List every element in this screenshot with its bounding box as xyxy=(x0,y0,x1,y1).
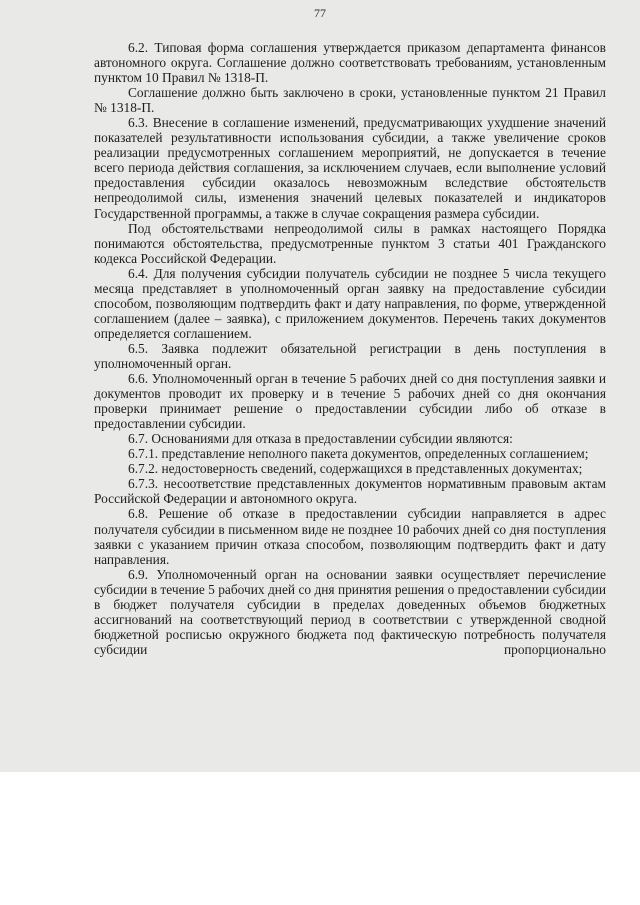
paragraph-6-7-1: 6.7.1. представление неполного пакета документов, определенных соглашением; xyxy=(128,446,589,462)
document-body xyxy=(94,40,606,657)
paragraph-force-majeure: Под обстоятельствами непреодолимой силы в рамках настоящего Порядка понимаются обстоятельства, предусмотренные пунктом 3 статьи 401 Гражданского кодекса Российской Федерации. xyxy=(94,220,606,266)
paragraph-6-9: 6.9. Уполномоченный орган на основании заявки осуществляет перечисление субсидии в течение 5 рабочих дней со дня принятия решения о предоставлении субсидии в бюджет получателя субсидии в пределах доведенных объемов бюджетных ассигнований на соответствующий период в соответствии с утвержденной сводной бюджетной росписью окружного бюджета под фактическую потребность получателя субсидии пропорционально xyxy=(94,566,606,657)
paragraph-6-7-2: 6.7.2. недостоверность сведений, содержащихся в представленных документах; xyxy=(128,461,583,477)
paragraph-6-2: 6.2. Типовая форма соглашения утверждается приказом департамента финансов автономного округа. Соглашение должно соответствовать требованиям, установленным пунктом 10 Правил № 1318-П. xyxy=(94,40,606,86)
paragraph-6-7-3: 6.7.3. несоответствие представленных документов нормативным правовым актам Российской Федерации и автономного округа. xyxy=(94,476,606,507)
paragraph-6-8: 6.8. Решение об отказе в предоставлении субсидии направляется в адрес получателя субсидии в письменном виде не позднее 10 рабочих дней со дня поступления заявки с указанием причин отказа способом, позволяющим подтвердить факт и дату направления. xyxy=(94,506,606,567)
paragraph-6-6: 6.6. Уполномоченный орган в течение 5 рабочих дней со дня поступления заявки и документов проводит их проверку и в течение 5 рабочих дней со дня окончания проверки принимает решение о предоставлении субсидии либо об отказе в предоставлении субсидии. xyxy=(94,371,606,432)
paragraph-6-5: 6.5. Заявка подлежит обязательной регистрации в день поступления в уполномоченный орган. xyxy=(94,340,606,371)
page-number: 77 xyxy=(314,6,326,20)
paragraph-agreement-deadline: Соглашение должно быть заключено в сроки, установленные пунктом 21 Правил № 1318-П. xyxy=(94,85,606,116)
blank-margin xyxy=(0,772,640,905)
paragraph-6-7: 6.7. Основаниями для отказа в предоставлении субсидии являются: xyxy=(128,431,513,447)
paragraph-6-4: 6.4. Для получения субсидии получатель субсидии не позднее 5 числа текущего месяца представляет в уполномоченный орган заявку на предоставление субсидии способом, позволяющим подтвердить факт и дату направления, по форме, утвержденной соглашением (далее – заявка), с приложением документов. Перечень таких документов определяется соглашением. xyxy=(94,265,606,341)
paragraph-6-3: 6.3. Внесение в соглашение изменений, предусматривающих ухудшение значений показателей результативности использования субсидии, а также увеличение сроков реализации предусмотренных соглашением мероприятий, не допускается в течение всего периода действия соглашения, за исключением случаев, если выполнение условий предоставления субсидии оказалось невозможным вследствие обстоятельств непреодолимой силы, изменения значений целевых показателей и индикаторов Государственной программы, а также в случае сокращения размера субсидии. xyxy=(94,115,606,221)
